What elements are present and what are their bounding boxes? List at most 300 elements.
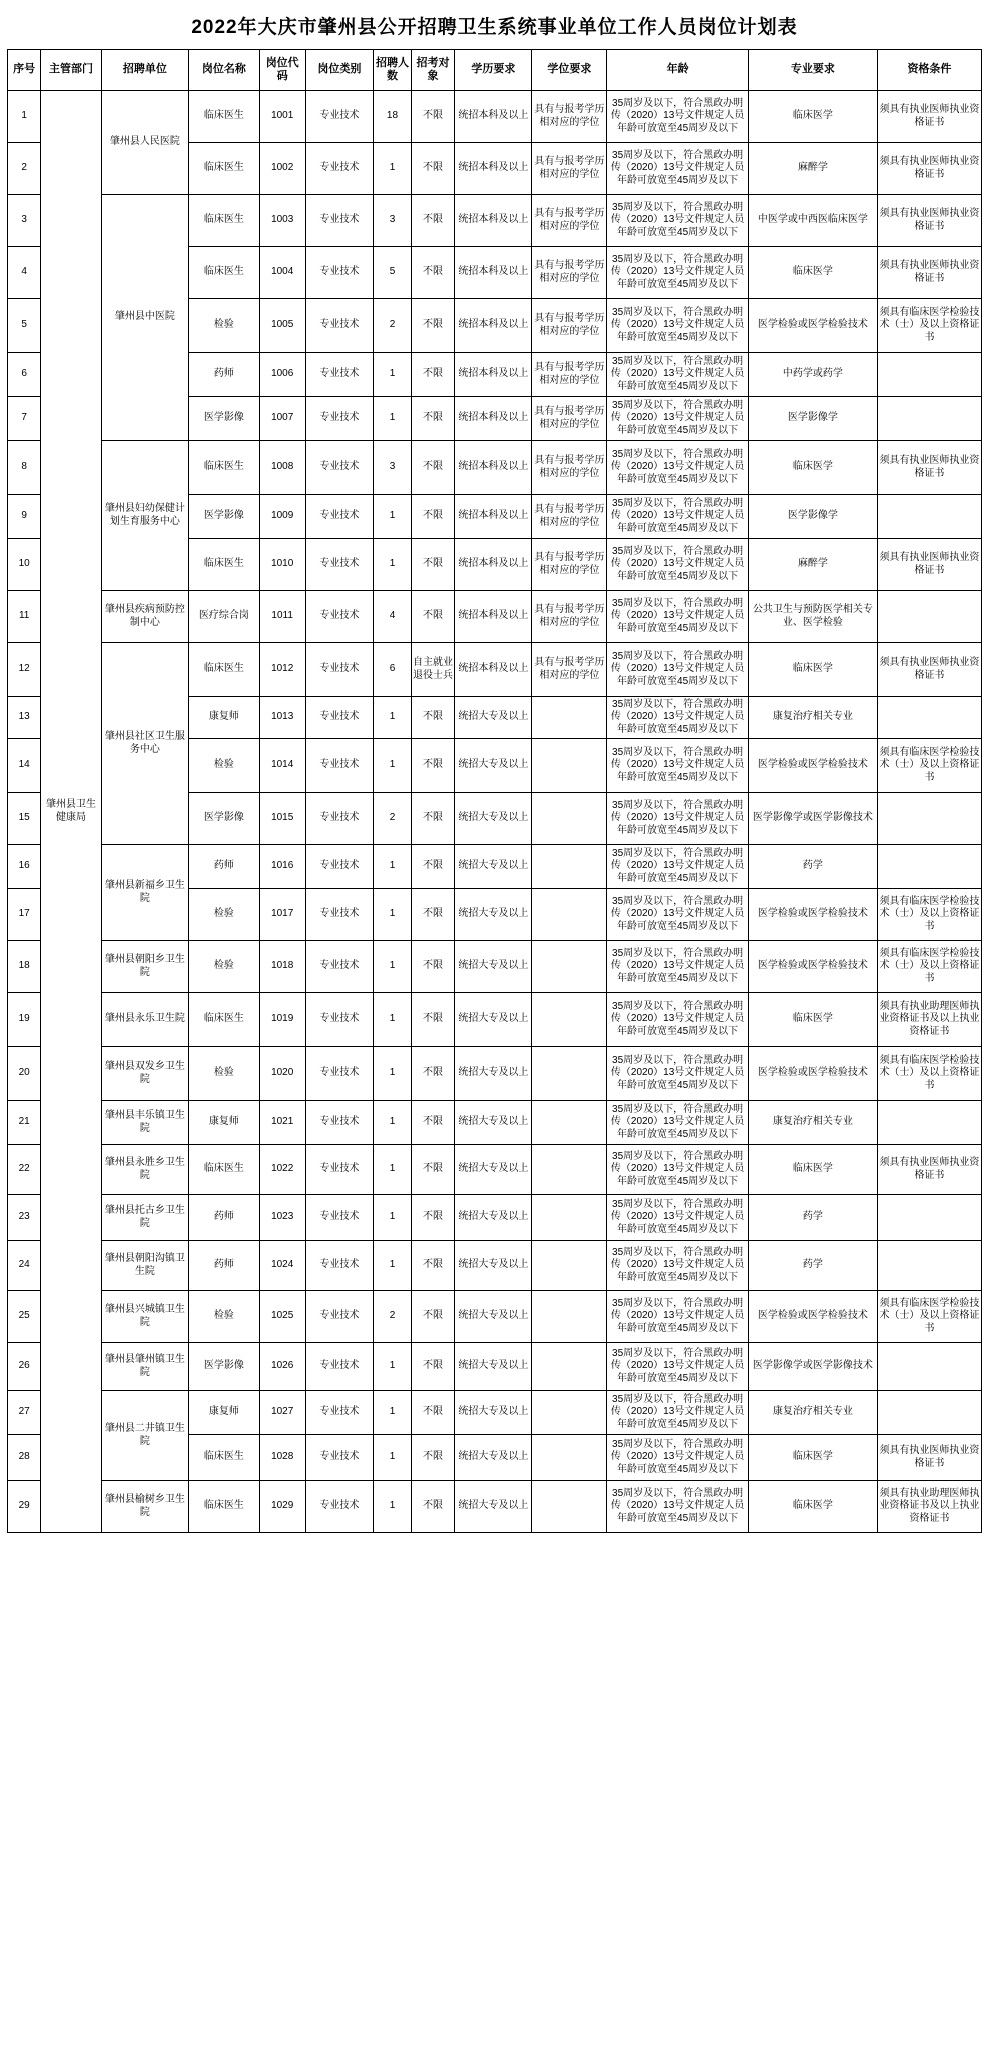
cell-seq: 9	[8, 495, 41, 539]
cell-degree-requirement	[532, 1435, 607, 1481]
cell-recruit-count: 4	[374, 591, 411, 643]
cell-degree-requirement	[532, 993, 607, 1047]
cell-education-requirement: 统招大专及以上	[455, 1047, 532, 1101]
cell-qualification-condition: 须具有执业助理医师执业资格证书及以上执业资格证书	[877, 993, 981, 1047]
cell-recruit-count: 2	[374, 793, 411, 845]
table-row	[8, 441, 982, 495]
cell-major-requirement: 医学影像学	[748, 495, 877, 539]
cell-degree-requirement	[532, 793, 607, 845]
table-row	[8, 1391, 982, 1435]
cell-qualification-condition: 须具有执业医师执业资格证书	[877, 1435, 981, 1481]
table-row	[8, 1343, 982, 1391]
cell-age-requirement: 35周岁及以下，符合黑政办明传（2020）13号文件规定人员年龄可放宽至45周岁及以下	[607, 539, 749, 591]
cell-age-requirement: 35周岁及以下，符合黑政办明传（2020）13号文件规定人员年龄可放宽至45周岁及以下	[607, 1481, 749, 1533]
cell-recruiting-unit: 肇州县人民医院	[101, 91, 188, 195]
cell-recruiting-unit: 肇州县新福乡卫生院	[101, 845, 188, 941]
column-header-unit: 招聘单位	[101, 50, 188, 91]
cell-seq: 24	[8, 1241, 41, 1291]
cell-post-category: 专业技术	[305, 1241, 374, 1291]
cell-post-code: 1019	[259, 993, 305, 1047]
cell-post-category: 专业技术	[305, 1101, 374, 1145]
cell-seq: 25	[8, 1291, 41, 1343]
cell-major-requirement: 临床医学	[748, 247, 877, 299]
cell-degree-requirement: 具有与报考学历相对应的学位	[532, 91, 607, 143]
cell-qualification-condition: 须具有执业医师执业资格证书	[877, 247, 981, 299]
cell-qualification-condition: 须具有临床医学检验技术（士）及以上资格证书	[877, 889, 981, 941]
cell-recruit-count: 1	[374, 1241, 411, 1291]
cell-age-requirement: 35周岁及以下，符合黑政办明传（2020）13号文件规定人员年龄可放宽至45周岁及以下	[607, 1391, 749, 1435]
cell-degree-requirement	[532, 1101, 607, 1145]
cell-seq: 22	[8, 1145, 41, 1195]
cell-degree-requirement	[532, 1241, 607, 1291]
cell-qualification-condition	[877, 353, 981, 397]
cell-education-requirement: 统招本科及以上	[455, 397, 532, 441]
cell-recruit-count: 1	[374, 697, 411, 739]
cell-recruit-count: 1	[374, 495, 411, 539]
cell-post-code: 1028	[259, 1435, 305, 1481]
cell-major-requirement: 医学检验或医学检验技术	[748, 739, 877, 793]
cell-age-requirement: 35周岁及以下，符合黑政办明传（2020）13号文件规定人员年龄可放宽至45周岁及以下	[607, 1101, 749, 1145]
cell-post-category: 专业技术	[305, 941, 374, 993]
cell-post-code: 1024	[259, 1241, 305, 1291]
cell-recruit-count: 2	[374, 299, 411, 353]
cell-degree-requirement	[532, 1291, 607, 1343]
column-header-age: 年龄	[607, 50, 749, 91]
cell-recruit-count: 6	[374, 643, 411, 697]
cell-education-requirement: 统招大专及以上	[455, 845, 532, 889]
cell-post-code: 1006	[259, 353, 305, 397]
column-header-seq: 序号	[8, 50, 41, 91]
cell-education-requirement: 统招大专及以上	[455, 793, 532, 845]
cell-major-requirement: 中医学或中西医临床医学	[748, 195, 877, 247]
cell-education-requirement: 统招大专及以上	[455, 1241, 532, 1291]
cell-qualification-condition	[877, 1343, 981, 1391]
cell-post-name: 临床医生	[189, 1145, 260, 1195]
cell-age-requirement: 35周岁及以下，符合黑政办明传（2020）13号文件规定人员年龄可放宽至45周岁及以下	[607, 299, 749, 353]
cell-post-category: 专业技术	[305, 1481, 374, 1533]
cell-post-category: 专业技术	[305, 1145, 374, 1195]
cell-post-name: 临床医生	[189, 1435, 260, 1481]
cell-recruit-count: 1	[374, 1101, 411, 1145]
cell-post-name: 康复师	[189, 1101, 260, 1145]
cell-major-requirement: 临床医学	[748, 643, 877, 697]
cell-major-requirement: 临床医学	[748, 91, 877, 143]
cell-education-requirement: 统招大专及以上	[455, 739, 532, 793]
cell-seq: 29	[8, 1481, 41, 1533]
cell-degree-requirement	[532, 1047, 607, 1101]
cell-major-requirement: 医学检验或医学检验技术	[748, 299, 877, 353]
cell-major-requirement: 临床医学	[748, 1481, 877, 1533]
cell-education-requirement: 统招本科及以上	[455, 643, 532, 697]
cell-age-requirement: 35周岁及以下，符合黑政办明传（2020）13号文件规定人员年龄可放宽至45周岁及以下	[607, 1241, 749, 1291]
cell-post-code: 1023	[259, 1195, 305, 1241]
cell-post-category: 专业技术	[305, 441, 374, 495]
cell-recruit-count: 1	[374, 1435, 411, 1481]
cell-degree-requirement	[532, 697, 607, 739]
cell-age-requirement: 35周岁及以下，符合黑政办明传（2020）13号文件规定人员年龄可放宽至45周岁及以下	[607, 1435, 749, 1481]
cell-post-category: 专业技术	[305, 845, 374, 889]
cell-recruit-count: 1	[374, 993, 411, 1047]
cell-recruiting-unit: 肇州县妇幼保健计划生育服务中心	[101, 441, 188, 591]
cell-age-requirement: 35周岁及以下，符合黑政办明传（2020）13号文件规定人员年龄可放宽至45周岁及以下	[607, 591, 749, 643]
cell-post-name: 临床医生	[189, 441, 260, 495]
cell-post-code: 1029	[259, 1481, 305, 1533]
table-row	[8, 195, 982, 247]
cell-recruiting-unit: 肇州县兴城镇卫生院	[101, 1291, 188, 1343]
cell-post-name: 药师	[189, 353, 260, 397]
cell-age-requirement: 35周岁及以下，符合黑政办明传（2020）13号文件规定人员年龄可放宽至45周岁及以下	[607, 845, 749, 889]
cell-recruit-object: 不限	[411, 941, 455, 993]
cell-recruit-object: 不限	[411, 993, 455, 1047]
cell-recruiting-unit: 肇州县肇州镇卫生院	[101, 1343, 188, 1391]
cell-age-requirement: 35周岁及以下，符合黑政办明传（2020）13号文件规定人员年龄可放宽至45周岁及以下	[607, 993, 749, 1047]
cell-post-name: 临床医生	[189, 539, 260, 591]
cell-post-name: 检验	[189, 1291, 260, 1343]
cell-recruit-object: 不限	[411, 1435, 455, 1481]
cell-recruit-count: 3	[374, 195, 411, 247]
cell-age-requirement: 35周岁及以下，符合黑政办明传（2020）13号文件规定人员年龄可放宽至45周岁及以下	[607, 143, 749, 195]
cell-degree-requirement: 具有与报考学历相对应的学位	[532, 143, 607, 195]
cell-post-category: 专业技术	[305, 1343, 374, 1391]
cell-post-name: 医学影像	[189, 793, 260, 845]
cell-education-requirement: 统招大专及以上	[455, 697, 532, 739]
column-header-post: 岗位名称	[189, 50, 260, 91]
cell-post-code: 1025	[259, 1291, 305, 1343]
cell-post-category: 专业技术	[305, 195, 374, 247]
cell-recruit-count: 1	[374, 143, 411, 195]
cell-major-requirement: 康复治疗相关专业	[748, 697, 877, 739]
cell-post-code: 1022	[259, 1145, 305, 1195]
cell-seq: 12	[8, 643, 41, 697]
cell-seq: 8	[8, 441, 41, 495]
cell-recruit-object: 不限	[411, 697, 455, 739]
cell-recruiting-unit: 肇州县二井镇卫生院	[101, 1391, 188, 1481]
cell-recruit-object: 不限	[411, 195, 455, 247]
cell-age-requirement: 35周岁及以下，符合黑政办明传（2020）13号文件规定人员年龄可放宽至45周岁及以下	[607, 247, 749, 299]
cell-major-requirement: 康复治疗相关专业	[748, 1101, 877, 1145]
cell-post-code: 1014	[259, 739, 305, 793]
cell-recruit-object: 不限	[411, 739, 455, 793]
cell-education-requirement: 统招大专及以上	[455, 1291, 532, 1343]
cell-post-name: 康复师	[189, 697, 260, 739]
cell-post-name: 检验	[189, 941, 260, 993]
cell-degree-requirement: 具有与报考学历相对应的学位	[532, 299, 607, 353]
cell-post-category: 专业技术	[305, 1391, 374, 1435]
cell-post-name: 临床医生	[189, 643, 260, 697]
cell-recruit-object: 不限	[411, 299, 455, 353]
cell-post-code: 1018	[259, 941, 305, 993]
table-row	[8, 993, 982, 1047]
cell-qualification-condition: 须具有执业助理医师执业资格证书及以上执业资格证书	[877, 1481, 981, 1533]
table-header-row	[8, 50, 982, 91]
cell-qualification-condition: 须具有执业医师执业资格证书	[877, 143, 981, 195]
cell-qualification-condition: 须具有临床医学检验技术（士）及以上资格证书	[877, 739, 981, 793]
table-row	[8, 591, 982, 643]
table-row	[8, 643, 982, 697]
cell-seq: 3	[8, 195, 41, 247]
cell-recruit-object: 不限	[411, 441, 455, 495]
cell-seq: 5	[8, 299, 41, 353]
cell-recruit-count: 1	[374, 1047, 411, 1101]
column-header-qualification: 资格条件	[877, 50, 981, 91]
cell-recruiting-unit: 肇州县丰乐镇卫生院	[101, 1101, 188, 1145]
cell-recruit-object: 不限	[411, 889, 455, 941]
cell-post-name: 临床医生	[189, 195, 260, 247]
cell-major-requirement: 医学影像学	[748, 397, 877, 441]
cell-recruit-object: 不限	[411, 1343, 455, 1391]
cell-recruit-object: 不限	[411, 1145, 455, 1195]
cell-post-code: 1008	[259, 441, 305, 495]
cell-post-category: 专业技术	[305, 591, 374, 643]
cell-age-requirement: 35周岁及以下，符合黑政办明传（2020）13号文件规定人员年龄可放宽至45周岁及以下	[607, 91, 749, 143]
cell-supervising-department: 肇州县卫生健康局	[41, 91, 101, 1533]
cell-recruit-object: 不限	[411, 1241, 455, 1291]
cell-post-code: 1015	[259, 793, 305, 845]
cell-recruit-object: 不限	[411, 1481, 455, 1533]
cell-degree-requirement: 具有与报考学历相对应的学位	[532, 591, 607, 643]
cell-post-name: 医学影像	[189, 1343, 260, 1391]
recruitment-plan-table	[7, 49, 982, 1533]
cell-age-requirement: 35周岁及以下，符合黑政办明传（2020）13号文件规定人员年龄可放宽至45周岁及以下	[607, 353, 749, 397]
cell-education-requirement: 统招本科及以上	[455, 495, 532, 539]
cell-degree-requirement: 具有与报考学历相对应的学位	[532, 441, 607, 495]
cell-qualification-condition	[877, 1391, 981, 1435]
cell-recruiting-unit: 肇州县疾病预防控制中心	[101, 591, 188, 643]
cell-recruiting-unit: 肇州县托古乡卫生院	[101, 1195, 188, 1241]
cell-recruiting-unit: 肇州县永胜乡卫生院	[101, 1145, 188, 1195]
cell-recruit-count: 1	[374, 739, 411, 793]
cell-degree-requirement	[532, 941, 607, 993]
cell-major-requirement: 医学检验或医学检验技术	[748, 889, 877, 941]
cell-age-requirement: 35周岁及以下，符合黑政办明传（2020）13号文件规定人员年龄可放宽至45周岁及以下	[607, 1047, 749, 1101]
cell-recruit-object: 不限	[411, 247, 455, 299]
cell-major-requirement: 医学检验或医学检验技术	[748, 1291, 877, 1343]
cell-post-category: 专业技术	[305, 697, 374, 739]
cell-recruit-count: 1	[374, 1195, 411, 1241]
table-row	[8, 1241, 982, 1291]
column-header-object: 招考对象	[411, 50, 455, 91]
cell-post-category: 专业技术	[305, 793, 374, 845]
cell-post-code: 1005	[259, 299, 305, 353]
cell-seq: 15	[8, 793, 41, 845]
cell-seq: 4	[8, 247, 41, 299]
cell-seq: 17	[8, 889, 41, 941]
cell-post-category: 专业技术	[305, 299, 374, 353]
table-row	[8, 941, 982, 993]
cell-major-requirement: 临床医学	[748, 993, 877, 1047]
cell-recruiting-unit: 肇州县朝阳沟镇卫生院	[101, 1241, 188, 1291]
cell-post-category: 专业技术	[305, 739, 374, 793]
cell-education-requirement: 统招本科及以上	[455, 441, 532, 495]
cell-post-name: 药师	[189, 1195, 260, 1241]
cell-recruit-count: 5	[374, 247, 411, 299]
cell-education-requirement: 统招大专及以上	[455, 1343, 532, 1391]
cell-recruit-count: 1	[374, 539, 411, 591]
cell-age-requirement: 35周岁及以下，符合黑政办明传（2020）13号文件规定人员年龄可放宽至45周岁及以下	[607, 697, 749, 739]
cell-seq: 14	[8, 739, 41, 793]
cell-degree-requirement: 具有与报考学历相对应的学位	[532, 643, 607, 697]
cell-seq: 1	[8, 91, 41, 143]
cell-recruiting-unit: 肇州县社区卫生服务中心	[101, 643, 188, 845]
cell-education-requirement: 统招大专及以上	[455, 889, 532, 941]
cell-degree-requirement	[532, 845, 607, 889]
cell-age-requirement: 35周岁及以下，符合黑政办明传（2020）13号文件规定人员年龄可放宽至45周岁及以下	[607, 889, 749, 941]
cell-post-category: 专业技术	[305, 91, 374, 143]
cell-post-code: 1010	[259, 539, 305, 591]
cell-qualification-condition: 须具有执业医师执业资格证书	[877, 441, 981, 495]
cell-recruit-object: 自主就业退役士兵	[411, 643, 455, 697]
cell-degree-requirement	[532, 1391, 607, 1435]
cell-recruit-object: 不限	[411, 1047, 455, 1101]
cell-post-name: 康复师	[189, 1391, 260, 1435]
cell-qualification-condition	[877, 397, 981, 441]
cell-qualification-condition: 须具有临床医学检验技术（士）及以上资格证书	[877, 299, 981, 353]
cell-education-requirement: 统招大专及以上	[455, 1101, 532, 1145]
cell-qualification-condition: 须具有执业医师执业资格证书	[877, 91, 981, 143]
cell-qualification-condition	[877, 495, 981, 539]
table-row	[8, 1047, 982, 1101]
cell-post-code: 1017	[259, 889, 305, 941]
cell-seq: 20	[8, 1047, 41, 1101]
cell-recruit-object: 不限	[411, 793, 455, 845]
cell-post-code: 1009	[259, 495, 305, 539]
cell-post-category: 专业技术	[305, 1435, 374, 1481]
cell-post-code: 1026	[259, 1343, 305, 1391]
cell-seq: 7	[8, 397, 41, 441]
cell-education-requirement: 统招大专及以上	[455, 1391, 532, 1435]
cell-major-requirement: 麻醉学	[748, 143, 877, 195]
cell-recruit-count: 1	[374, 1145, 411, 1195]
cell-major-requirement: 临床医学	[748, 441, 877, 495]
cell-recruit-count: 2	[374, 1291, 411, 1343]
cell-recruit-object: 不限	[411, 143, 455, 195]
cell-education-requirement: 统招本科及以上	[455, 353, 532, 397]
cell-age-requirement: 35周岁及以下，符合黑政办明传（2020）13号文件规定人员年龄可放宽至45周岁及以下	[607, 739, 749, 793]
cell-degree-requirement	[532, 889, 607, 941]
cell-major-requirement: 临床医学	[748, 1435, 877, 1481]
cell-post-code: 1020	[259, 1047, 305, 1101]
cell-seq: 2	[8, 143, 41, 195]
cell-qualification-condition: 须具有执业医师执业资格证书	[877, 643, 981, 697]
column-header-degree: 学位要求	[532, 50, 607, 91]
cell-post-category: 专业技术	[305, 643, 374, 697]
cell-recruit-count: 1	[374, 353, 411, 397]
cell-post-name: 临床医生	[189, 247, 260, 299]
cell-recruit-count: 1	[374, 1391, 411, 1435]
cell-recruit-object: 不限	[411, 539, 455, 591]
cell-age-requirement: 35周岁及以下，符合黑政办明传（2020）13号文件规定人员年龄可放宽至45周岁及以下	[607, 1291, 749, 1343]
cell-recruiting-unit: 肇州县中医院	[101, 195, 188, 441]
cell-degree-requirement	[532, 1145, 607, 1195]
cell-post-code: 1027	[259, 1391, 305, 1435]
cell-recruit-count: 1	[374, 889, 411, 941]
cell-seq: 28	[8, 1435, 41, 1481]
column-header-code: 岗位代码	[259, 50, 305, 91]
cell-degree-requirement	[532, 739, 607, 793]
cell-recruit-count: 1	[374, 1481, 411, 1533]
cell-seq: 26	[8, 1343, 41, 1391]
cell-major-requirement: 药学	[748, 1241, 877, 1291]
cell-qualification-condition	[877, 697, 981, 739]
cell-post-name: 药师	[189, 1241, 260, 1291]
cell-post-name: 检验	[189, 739, 260, 793]
cell-major-requirement: 麻醉学	[748, 539, 877, 591]
cell-post-category: 专业技术	[305, 495, 374, 539]
cell-post-name: 临床医生	[189, 993, 260, 1047]
cell-post-name: 检验	[189, 1047, 260, 1101]
table-row	[8, 1101, 982, 1145]
cell-degree-requirement	[532, 1343, 607, 1391]
cell-post-name: 临床医生	[189, 91, 260, 143]
cell-age-requirement: 35周岁及以下，符合黑政办明传（2020）13号文件规定人员年龄可放宽至45周岁及以下	[607, 643, 749, 697]
cell-major-requirement: 康复治疗相关专业	[748, 1391, 877, 1435]
cell-recruit-object: 不限	[411, 591, 455, 643]
cell-post-category: 专业技术	[305, 993, 374, 1047]
cell-post-category: 专业技术	[305, 353, 374, 397]
cell-degree-requirement: 具有与报考学历相对应的学位	[532, 353, 607, 397]
cell-seq: 23	[8, 1195, 41, 1241]
cell-education-requirement: 统招大专及以上	[455, 1195, 532, 1241]
cell-degree-requirement: 具有与报考学历相对应的学位	[532, 195, 607, 247]
cell-post-code: 1003	[259, 195, 305, 247]
cell-degree-requirement: 具有与报考学历相对应的学位	[532, 495, 607, 539]
cell-post-code: 1013	[259, 697, 305, 739]
cell-post-category: 专业技术	[305, 889, 374, 941]
cell-education-requirement: 统招本科及以上	[455, 299, 532, 353]
cell-post-code: 1016	[259, 845, 305, 889]
cell-seq: 11	[8, 591, 41, 643]
cell-degree-requirement	[532, 1195, 607, 1241]
cell-seq: 18	[8, 941, 41, 993]
table-row	[8, 1145, 982, 1195]
cell-post-category: 专业技术	[305, 247, 374, 299]
cell-recruit-object: 不限	[411, 1101, 455, 1145]
cell-education-requirement: 统招本科及以上	[455, 247, 532, 299]
cell-age-requirement: 35周岁及以下，符合黑政办明传（2020）13号文件规定人员年龄可放宽至45周岁及以下	[607, 397, 749, 441]
cell-age-requirement: 35周岁及以下，符合黑政办明传（2020）13号文件规定人员年龄可放宽至45周岁及以下	[607, 941, 749, 993]
cell-qualification-condition	[877, 591, 981, 643]
cell-recruit-count: 1	[374, 941, 411, 993]
cell-qualification-condition	[877, 1101, 981, 1145]
cell-post-code: 1012	[259, 643, 305, 697]
cell-age-requirement: 35周岁及以下，符合黑政办明传（2020）13号文件规定人员年龄可放宽至45周岁及以下	[607, 1145, 749, 1195]
cell-post-category: 专业技术	[305, 397, 374, 441]
table-row	[8, 1195, 982, 1241]
cell-post-name: 医学影像	[189, 495, 260, 539]
cell-degree-requirement	[532, 1481, 607, 1533]
cell-major-requirement: 医学检验或医学检验技术	[748, 941, 877, 993]
cell-recruit-object: 不限	[411, 495, 455, 539]
cell-recruiting-unit: 肇州县榆树乡卫生院	[101, 1481, 188, 1533]
cell-seq: 13	[8, 697, 41, 739]
column-header-dept: 主管部门	[41, 50, 101, 91]
column-header-category: 岗位类别	[305, 50, 374, 91]
cell-seq: 6	[8, 353, 41, 397]
table-row	[8, 1481, 982, 1533]
cell-post-name: 医学影像	[189, 397, 260, 441]
cell-post-category: 专业技术	[305, 1195, 374, 1241]
cell-qualification-condition: 须具有临床医学检验技术（士）及以上资格证书	[877, 941, 981, 993]
cell-recruit-count: 1	[374, 845, 411, 889]
cell-post-code: 1001	[259, 91, 305, 143]
cell-post-name: 临床医生	[189, 1481, 260, 1533]
cell-post-name: 药师	[189, 845, 260, 889]
cell-major-requirement: 药学	[748, 1195, 877, 1241]
cell-qualification-condition: 须具有临床医学检验技术（士）及以上资格证书	[877, 1047, 981, 1101]
cell-education-requirement: 统招大专及以上	[455, 1145, 532, 1195]
cell-post-category: 专业技术	[305, 143, 374, 195]
cell-post-name: 医疗综合岗	[189, 591, 260, 643]
